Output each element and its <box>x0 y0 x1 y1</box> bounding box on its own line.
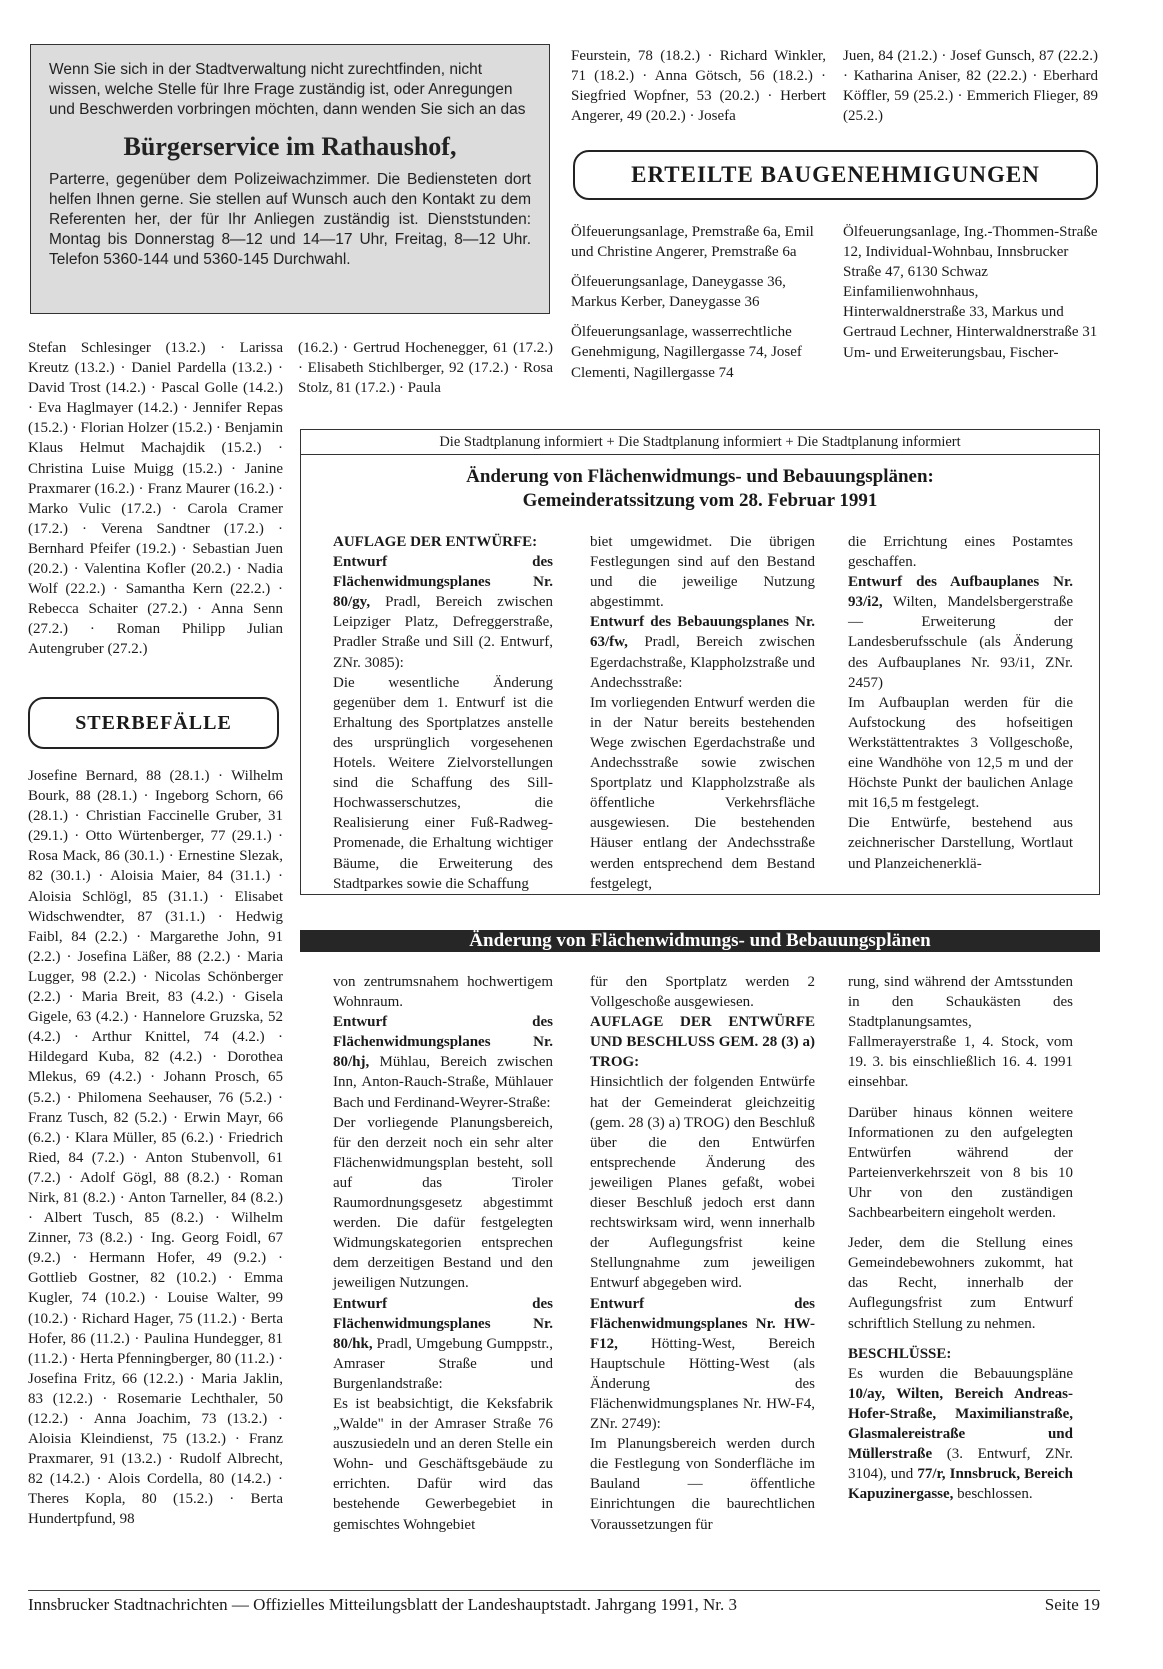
paragraph <box>848 1364 1073 1505</box>
paragraph: Die wesentliche Änderung gegenüber dem 1. Entwurf ist die Erhaltung des Sportplatzes anstelle des ursprünglich vorgesehenen Hotels. Weitere Zielvorstellungen sind die Schaffung des Sill-Hochwasserschutzes, die Realisierung einer Fuß-Radweg-Promenade, die Erhaltung wichtiger Bäume, die Erweiterung des Stadtparkes sowie die Schaffung <box>333 674 553 892</box>
births-text-1: Stefan Schlesinger (13.2.) · Larissa Kreutz (13.2.) · Daniel Pardella (13.2.) · David Trost (14.2.) · Pascal Golle (14.2.) · Eva Haglmayer (14.2.) · Jennifer Repas (15.2.) · Florian Holzer (15.2.) · Benjamin Klaus Helmut Machajdik (15.2.) · Christina Luise Muigg (15.2.) · Janine Praxmarer (16.2.) · Franz Maurer (16.2.) · Marko Vulic (17.2.) · Carola Cramer (17.2.) · Verena Sandtner (17.2.) · Bernhard Pfeifer (19.2.) · Sebastian Juen (20.2.) · Valentina Kofler (20.2.) · Nadia Wolf (22.2.) · Samantha Kern (22.2.) · Rebecca Schaiter (27.2.) · Anna Senn (27.2.) · Roman Philipp Julian Autengruber (27.2.) <box>28 340 283 658</box>
sterbefaelle-col-4 <box>843 46 1098 126</box>
paragraph: Im vorliegenden Entwurf werden die in der Natur bereits bestehenden Wege zwischen Egerdachstraße und Andechsstraße sowie zwischen Sportplatz und Klappholzstraße als öffentliche Verkehrsfläche ausgewiesen. Die bestehenden Häuser entlang der Andechsstraße werden entsprechend dem Bestand festgelegt, <box>590 694 815 892</box>
bau-entry: Ölfeuerungsanlage, wasserrechtliche Genehmigung, Nagillergasse 74, Josef Clementi, Nagillergasse 74 <box>571 324 802 381</box>
sterbefaelle-col-1 <box>28 766 283 1530</box>
paragraph: für den Sportplatz werden 2 Vollgeschoße ausgewiesen. <box>590 974 815 1011</box>
paragraph: die Errichtung eines Postamtes geschaffen. <box>848 534 1073 571</box>
entry-title: 10/ay, Wilten, Bereich Andreas-Hofer-Straße, Maximilianstraße, Glasmalereistraße und Müllerstraße <box>848 1385 1073 1463</box>
stadtplanung-col-b <box>590 532 815 894</box>
entry-text: Mühlau, Bereich zwischen Inn, Anton-Rauch-Straße, Mühlauer Bach und Ferdinand-Weyrer-Straße: <box>333 1054 553 1111</box>
buergerservice-infobox <box>30 44 550 314</box>
bau-entry: Einfamilienwohnhaus, Hinterwaldnerstraße 33, Markus und Gertraud Lechner, Hinterwaldnerstraße 31 <box>843 284 1098 341</box>
paragraph: Hinsichtlich der folgenden Entwürfe hat der Gemeinderat gleichzeitig (gem. 28 (3) a) TROG) den Beschluß über die den Entwürfen entsprechende Änderung des jeweiligen Planes gefaßt, wobei dieser Beschluß jedoch erst dann rechtswirksam wird, wenn innerhalb der Auflegungsfrist keine Stellungnahme zum jeweiligen Entwurf abgegeben wird. <box>590 1074 815 1292</box>
sterbefaelle-text-1: Josefine Bernard, 88 (28.1.) · Wilhelm Bourk, 88 (28.1.) · Ingeborg Schorn, 66 (28.1.) · Christian Faccinelle Gruber, 31 (29.1.) · Otto Würtenberger, 77 (29.1.) · Rosa Mack, 86 (30.1.) · Ernestine Slezak, 82 (30.1.) · Aloisia Maier, 84 (31.1.) · Aloisia Schlögl, 85 (31.1.) · Elisabet Widschwendter, 87 (31.1.) · Hedwig Faibl, 84 (2.2.) · Margarethe John, 91 (2.2.) · Josefina Läßer, 88 (2.2.) · Maria Lugger, 98 (2.2.) · Nicolas Schönberger (2.2.) · Maria Breit, 83 (4.2.) · Gisela Gigele, 63 (4.2.) · Hannelore Gruzska, 52 (4.2.) · Arthur Knittel, 74 (4.2.) · Hildegard Kuba, 82 (4.2.) · Dorothea Mlekus, 69 (4.2.) · Johann Prosch, 65 (5.2.) · Philomena Seehauser, 76 (5.2.) · Franz Tusch, 82 (5.2.) · Erwin Mayr, 66 (6.2.) · Klara Müller, 85 (6.2.) · Friedrich Ried, 84 (7.2.) · Anton Stubenvoll, 61 (7.2.) · Adolf Gögl, 88 (8.2.) · Roman Nirk, 81 (8.2.) · Anton Tarneller, 84 (8.2.) · Albert Tusch, 85 (8.2.) · Wilhelm Zinner, 73 (8.2.) · Ing. Georg Foidl, 67 (9.2.) · Hermann Hofer, 49 (9.2.) · Gottlieb Gostner, 82 (10.2.) · Emma Kugler, 74 (10.2.) · Louise Walter, 99 (10.2.) · Richard Hager, 75 (11.2.) · Berta Hofer, 86 (11.2.) · Paulina Hundegger, 81 (11.2.) · Herta Pfenningberger, 80 (11.2.) · Josefina Fritz, 66 (12.2.) · Maria Jaklin, 83 (12.2.) · Rosemarie Lechthaler, 50 (12.2.) · Anna Joachim, 73 (13.2.) · Aloisia Kleindienst, 75 (13.2.) · Franz Praxmarer, 91 (13.2.) · Rudolf Albrecht, 82 (14.2.) · Alois Cordella, 80 (14.2.) · Theres Kopla, 80 (15.2.) · Berta Hundertpfund, 98 <box>28 768 284 1528</box>
entry-title: Entwurf des Flächenwidmungsplanes Nr. 80/gy, <box>333 554 553 611</box>
births-col-2 <box>298 338 553 398</box>
sterbefaelle-col-3 <box>571 46 826 126</box>
bau-entry: Um- und Erweiterungsbau, Fischer- <box>843 344 1059 361</box>
paragraph: Darüber hinaus können weitere Informationen zu den aufgelegten Entwürfen während der Parteienverkehrszeit von 8 bis 10 Uhr von den zuständigen Sachbearbeitern eingeholt werden. <box>848 1104 1073 1222</box>
infobox-body: Parterre, gegenüber dem Polizeiwachzimmer. Die Bediensteten dort helfen Ihnen gerne. Sie stellen auf Wunsch auch den Kontakt zu dem Referenten her, der für Ihr Anliegen zuständig ist. Dienststunden: Montag bis Donnerstag 8—12 und 14—17 Uhr, Freitag, 8—12 Uhr. Telefon 5360-144 und 5360-145 Durchwahl. <box>49 171 531 268</box>
baugenehmigungen-col-1 <box>571 222 826 383</box>
sterbefaelle-text-4: Juen, 84 (21.2.) · Josef Gunsch, 87 (22.2.) · Katharina Aniser, 82 (22.2.) · Eberhard Köffler, 59 (25.2.) · Emmerich Flieger, 89 (25.2.) <box>843 48 1098 125</box>
entry-title: Entwurf des Bebauungsplanes Nr. 63/fw, <box>590 614 815 651</box>
baugenehmigungen-heading: ERTEILTE BAUGENEHMIGUNGEN <box>573 150 1098 200</box>
paragraph: rung, sind während der Amtsstunden in den Schaukästen des Stadtplanungsamtes, Fallmerayerstraße 1, 4. Stock, vom 19. 3. bis einschließlich 16. 4. 1991 einsehbar. <box>848 974 1073 1091</box>
paragraph <box>333 552 553 673</box>
entry-text: Pradl, Bereich zwischen Leipziger Platz, Defreggerstraße, Pradler Straße und Sill (2. Entwurf, ZNr. 3085): <box>333 594 553 671</box>
paragraph: von zentrumsnahem hochwertigem Wohnraum. <box>333 974 553 1011</box>
entry-text: Pradl, Bereich zwischen Egerdachstraße, Klappholzstraße und Andechsstraße: <box>590 634 815 691</box>
aenderung-col-c <box>848 972 1073 1504</box>
paragraph <box>333 1012 553 1112</box>
section-head: AUFLAGE DER ENTWÜRFE: <box>333 534 538 550</box>
paragraph: Im Aufbauplan werden für die Aufstockung des hofseitigen Werkstättentraktes 3 Vollgeschoße, eine Wandhöhe von 12,5 m und der Höchste Punkt der baulichen Anlage mit 16,5 m festgelegt. <box>848 694 1073 812</box>
entry-text: (3. Entwurf, ZNr. 3104), und <box>848 1446 1073 1483</box>
stadtplanung-title-line-2: Gemeinderatssitzung vom 28. Februar 1991 <box>522 490 878 511</box>
bau-entry: Ölfeuerungsanlage, Premstraße 6a, Emil und Christine Angerer, Premstraße 6a <box>571 224 814 261</box>
entry-text: Es wurden die Bebauungspläne <box>848 1365 1073 1382</box>
baugenehmigungen-col-2 <box>843 222 1098 363</box>
sterbefaelle-heading: STERBEFÄLLE <box>28 697 279 749</box>
stadtplanung-title <box>305 465 1095 513</box>
footer-publication: Innsbrucker Stadtnachrichten — Offizielles Mitteilungsblatt der Landeshauptstadt. Jahrgang 1991, Nr. 3 <box>28 1595 737 1614</box>
paragraph <box>590 612 815 692</box>
sterbefaelle-text-3: Feurstein, 78 (18.2.) · Richard Winkler, 71 (18.2.) · Anna Götsch, 56 (18.2.) · Siegfried Wopfner, 53 (20.2.) · Herbert Angerer, 49 (20.2.) · Josefa <box>571 48 826 125</box>
aenderung-col-a <box>333 972 553 1535</box>
paragraph: Der vorliegende Planungsbereich, für den derzeit noch ein sehr alter Flächenwidmungsplan besteht, soll auf das Tiroler Raumordnungsgesetz abgestimmt werden. Die dafür festgelegten Widmungskategorien entsprechen dem derzeitigen Bestand und den jeweiligen Nutzungen. <box>333 1114 553 1292</box>
bau-entry: Ölfeuerungsanlage, Ing.-Thommen-Straße 12, Individual-Wohnbau, Innsbrucker Straße 47, 6130 Schwaz <box>843 224 1098 281</box>
paragraph: Die Entwürfe, bestehend aus zeichnerischer Darstellung, Wortlaut und Planzeichenerklä- <box>848 815 1073 872</box>
paragraph <box>590 1294 815 1435</box>
births-text-2: (16.2.) · Gertrud Hochenegger, 61 (17.2.) · Elisabeth Stichlberger, 92 (17.2.) · Rosa Stolz, 81 (17.2.) · Paula <box>298 340 553 397</box>
footer-divider <box>28 1590 1100 1591</box>
entry-title: Entwurf des Flächenwidmungsplanes Nr. 80/hj, <box>333 1014 553 1071</box>
paragraph <box>333 1294 553 1394</box>
page-number: Seite 19 <box>1044 1595 1100 1614</box>
paragraph: Jeder, dem die Stellung eines Gemeindebewohners zukommt, hat das Recht, innerhalb der Auflegungsfrist zum Entwurf schriftlich Stellung zu nehmen. <box>848 1235 1073 1332</box>
entry-text: Pradl, Umgebung Gumppstr., Amraser Straße und Burgenlandstraße: <box>333 1335 553 1392</box>
entry-text: Hötting-West, Bereich Hauptschule Hötting-West (als Änderung des Flächenwidmungsplanes Nr. HW-F4, ZNr. 2749): <box>590 1335 815 1433</box>
paragraph: biet umgewidmet. Die übrigen Festlegungen sind auf den Bestand und die jeweilige Nutzung abgestimmt. <box>590 534 815 611</box>
entry-text: Wilten, Mandelsbergerstraße — Erweiterung der Landesberufsschule (als Änderung des Aufbauplanes Nr. 93/i1, ZNr. 2457) <box>848 594 1073 691</box>
infobox-title: Bürgerservice im Rathaushof, <box>123 132 457 161</box>
infobox-intro: Wenn Sie sich in der Stadtverwaltung nicht zurechtfinden, nicht wissen, welche Stelle für Ihre Frage zuständig ist, oder Anregungen und Beschwerden vorbringen möchten, dann wenden Sie sich an das <box>49 61 526 118</box>
stadtplanung-banner: Die Stadtplanung informiert + Die Stadtplanung informiert + Die Stadtplanung informiert <box>301 431 1099 455</box>
entry-text: beschlossen. <box>953 1486 1033 1503</box>
aenderung-bar: Änderung von Flächenwidmungs- und Bebauungsplänen <box>300 930 1100 952</box>
entry-title: 77/r, Innsbruck, Bereich Kapuzinergasse, <box>848 1466 1073 1503</box>
section-head: AUFLAGE DER ENTWÜRFE UND BESCHLUSS GEM. 28 (3) a) TROG: <box>590 1014 815 1071</box>
entry-title: Entwurf des Flächenwidmungsplanes Nr. HW-F12, <box>590 1295 815 1352</box>
aenderung-col-b <box>590 972 815 1535</box>
stadtplanung-title-line-1: Änderung von Flächenwidmungs- und Bebauungsplänen: <box>466 466 934 487</box>
page-footer <box>28 1594 1100 1616</box>
paragraph <box>848 572 1073 693</box>
entry-title: Entwurf des Aufbauplanes Nr. 93/i2, <box>848 574 1073 611</box>
paragraph: Im Planungsbereich werden durch die Festlegung von Sonderfläche im Bauland — öffentliche Einrichtungen die baurechtlichen Voraussetzungen für <box>590 1436 815 1533</box>
stadtplanung-col-a <box>333 532 553 894</box>
section-head: BESCHLÜSSE: <box>848 1345 952 1362</box>
paragraph: Es ist beabsichtigt, die Keksfabrik „Walde" in der Amraser Straße 76 auszusiedeln und an deren Stelle ein Wohn- und Geschäftsgebäude zu errichten. Dafür wird das bestehende Gewerbegebiet in gemischtes Wohngebiet <box>333 1395 553 1533</box>
births-col-1 <box>28 338 283 660</box>
bau-entry: Ölfeuerungsanlage, Daneygasse 36, Markus Kerber, Daneygasse 36 <box>571 274 786 311</box>
stadtplanung-col-c <box>848 532 1073 874</box>
entry-title: Entwurf des Flächenwidmungsplanes Nr. 80/hk, <box>333 1295 553 1352</box>
